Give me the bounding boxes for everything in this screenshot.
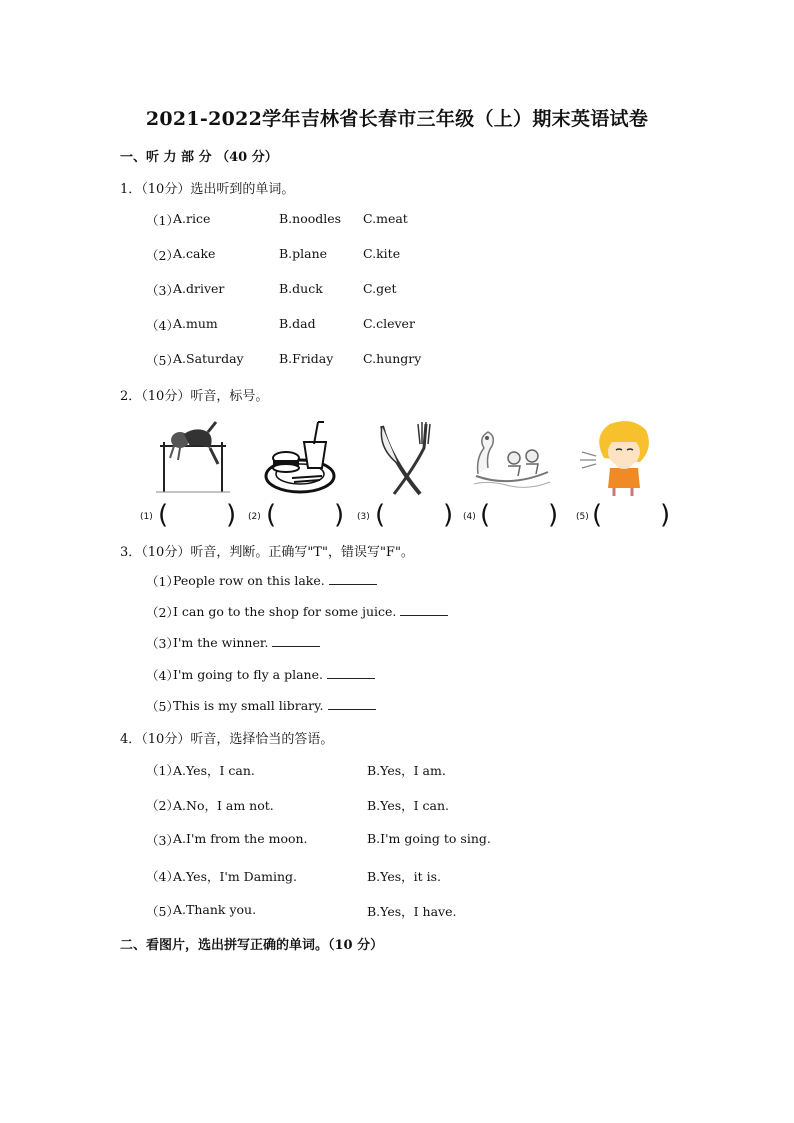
option-b: B.Yes，it is. <box>367 869 442 884</box>
statement-text: I can go to the shop for some juice. <box>173 604 397 619</box>
option-c: C.clever <box>363 316 415 331</box>
page-title: 2021-2022学年吉林省长春市三年级（上）期末英语试卷 <box>145 108 649 130</box>
item-number: （4） <box>146 869 179 884</box>
question-4-heading: 4．（10分）听音，选择恰当的答语。 <box>120 732 334 747</box>
option-c: C.get <box>363 281 397 296</box>
option-c: C.hungry <box>363 351 422 366</box>
item-number: （3） <box>146 283 179 298</box>
food-plate-image <box>262 418 346 500</box>
question-3-heading: 3．（10分）听音，判断。正确写"T"，错误写"F"。 <box>120 545 414 560</box>
option-b: B.dad <box>279 316 316 331</box>
option-a: A.rice <box>173 211 211 226</box>
dragon-boat-image <box>470 418 554 500</box>
option-a: A.Yes，I can. <box>173 763 255 778</box>
item-number: （5） <box>146 699 179 714</box>
option-a: A.driver <box>173 281 225 296</box>
option-b: B.Yes，I have. <box>367 904 457 919</box>
item-number: （4） <box>146 668 179 683</box>
statement-text: People row on this lake. <box>173 573 325 588</box>
option-b: B.Friday <box>279 351 334 366</box>
section-spelling: 二、看图片，选出拼写正确的单词。（10 分） <box>120 938 384 953</box>
answer-paren-5[interactable]: ( ) <box>592 500 671 530</box>
section-listening: 一、听 力 部 分 （40 分） <box>120 150 278 165</box>
option-b: B.duck <box>279 281 323 296</box>
statement-text: This is my small library. <box>173 698 324 713</box>
item-number: （1） <box>146 213 179 228</box>
question-1-heading: 1．（10分）选出听到的单词。 <box>120 182 295 197</box>
item-number: （5） <box>146 904 179 919</box>
answer-blank[interactable] <box>328 697 376 710</box>
option-a: A.No，I am not. <box>173 798 274 813</box>
picture-label-3: (3) <box>357 512 370 522</box>
item-number: （4） <box>146 318 179 333</box>
answer-paren-3[interactable]: ( ) <box>375 500 454 530</box>
option-b: B.Yes，I can. <box>367 798 450 813</box>
option-b: B.noodles <box>279 211 342 226</box>
answer-blank[interactable] <box>272 634 320 647</box>
item-number: （2） <box>146 605 179 620</box>
picture-label-2: (2) <box>248 512 261 522</box>
item-number: （1） <box>146 763 179 778</box>
item-number: （1） <box>146 574 179 589</box>
item-number: （3） <box>146 636 179 651</box>
option-a: A.I'm from the moon. <box>173 831 308 846</box>
item-number: （2） <box>146 798 179 813</box>
picture-label-5: (5) <box>576 512 589 522</box>
option-b: B.plane <box>279 246 328 261</box>
item-number: （5） <box>146 353 179 368</box>
picture-label-1: (1) <box>140 512 153 522</box>
answer-paren-4[interactable]: ( ) <box>480 500 559 530</box>
option-c: C.meat <box>363 211 408 226</box>
option-a: A.Yes，I'm Daming. <box>173 869 298 884</box>
answer-blank[interactable] <box>400 603 448 616</box>
knife-fork-image <box>364 418 448 500</box>
option-a: A.mum <box>173 316 218 331</box>
high-jump-image <box>150 418 234 500</box>
option-a: A.Thank you. <box>173 902 257 917</box>
option-a: A.Saturday <box>173 351 244 366</box>
sick-girl-image <box>574 418 658 500</box>
option-a: A.cake <box>173 246 216 261</box>
question-2-heading: 2．（10分）听音，标号。 <box>120 389 269 404</box>
item-number: （3） <box>146 833 179 848</box>
option-c: C.kite <box>363 246 401 261</box>
statement-text: I'm the winner. <box>173 635 269 650</box>
item-number: （2） <box>146 248 179 263</box>
picture-label-4: (4) <box>463 512 476 522</box>
answer-blank[interactable] <box>329 572 377 585</box>
option-b: B.I'm going to sing. <box>367 831 491 846</box>
option-b: B.Yes，I am. <box>367 763 446 778</box>
answer-paren-2[interactable]: ( ) <box>266 500 345 530</box>
answer-paren-1[interactable]: ( ) <box>158 500 237 530</box>
answer-blank[interactable] <box>327 666 375 679</box>
statement-text: I'm going to fly a plane. <box>173 667 323 682</box>
